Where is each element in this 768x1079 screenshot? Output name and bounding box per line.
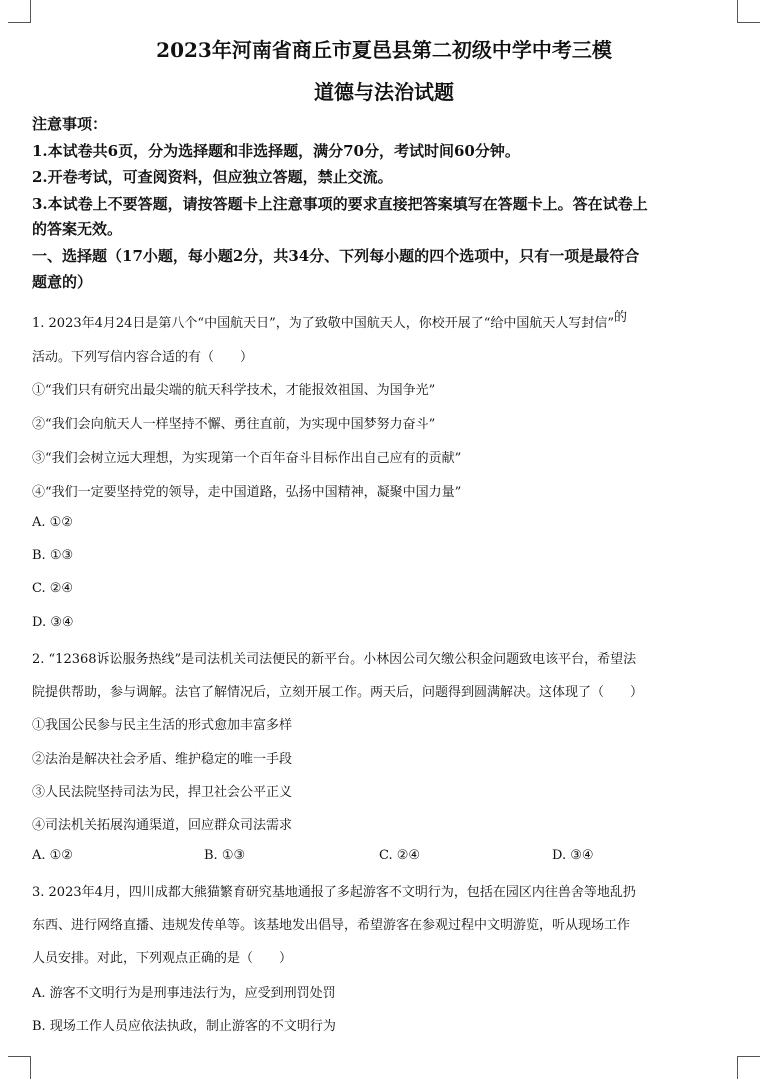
q2-statement: ③人民法院坚持司法为民，捍卫社会公平正义 [32,785,293,800]
q1-stem-tail: 的 [614,310,628,325]
notice-item: 2.开卷考试，可查阅资料，但应独立答题，禁止交流。 [32,168,393,186]
q1-stem-line2: 活动。下列写信内容合适的有（ ） [32,350,254,365]
crop-mark-bottom-right [737,1056,760,1079]
q3-stem-line1: 3. 2023年4月，四川成都大熊猫繁育研究基地通报了多起游客不文明行为，包括在园区内往兽舍等地乱扔 [32,885,636,900]
q2-statement: ①我国公民参与民主生活的形式愈加丰富多样 [32,718,293,733]
q2-option-d[interactable]: D. ③④ [552,848,594,863]
q1-stem: 1. 2023年4月24日是第八个“中国航天日”，为了致敬中国航天人，你校开展了“给中国航天人写封信” [32,316,615,331]
q2-stem-line1: 2. “12368诉讼服务热线”是司法机关司法便民的新平台。小林因公司欠缴公积金问题致电该平台，希望法 [32,652,637,667]
section-heading-cont: 题意的） [32,273,93,291]
q2-option-c[interactable]: C. ②④ [379,848,421,863]
crop-mark-top-left [8,0,31,23]
q3-stem-line3: 人员安排。对此，下列观点正确的是（ ） [32,951,293,966]
q1-option-a[interactable]: A. ①② [32,515,73,530]
q1-statement: ②“我们会向航天人一样坚持不懈、勇往直前，为实现中国梦努力奋斗” [32,417,436,432]
notice-item: 3.本试卷上不要答题，请按答题卡上注意事项的要求直接把答案填写在答题卡上。答在试卷上 [32,195,648,213]
q3-option-b[interactable]: B. 现场工作人员应依法执政，制止游客的不文明行为 [32,1019,336,1034]
q2-statement: ④司法机关拓展沟通渠道，回应群众司法需求 [32,818,293,833]
section-heading: 一、选择题（17小题，每小题2分，共34分、下列每小题的四个选项中，只有一项是最符合 [32,247,640,265]
q2-statement: ②法治是解决社会矛盾、维护稳定的唯一手段 [32,752,293,767]
q1-option-c[interactable]: C. ②④ [32,581,74,596]
q1-statement: ④“我们一定要坚持党的领导，走中国道路，弘扬中国精神，凝聚中国力量” [32,485,462,500]
crop-mark-bottom-left [8,1056,31,1079]
q2-options [32,848,732,866]
notice-item: 1.本试卷共6页，分为选择题和非选择题，满分70分，考试时间60分钟。 [32,142,520,160]
notice-item: 的答案无效。 [32,220,123,238]
q3-option-a[interactable]: A. 游客不文明行为是刑事违法行为，应受到刑罚处罚 [32,986,336,1001]
q2-stem-line2: 院提供帮助，参与调解。法官了解情况后，立刻开展工作。两天后，问题得到圆满解决。这体现了（ ） [32,685,644,700]
exam-subtitle: 道德与法治试题 [314,80,454,104]
q1-stem-line1 [32,312,732,331]
q1-statement: ①“我们只有研究出最尖端的航天科学技术，才能报效祖国、为国争光” [32,383,436,398]
notice-heading: 注意事项： [32,115,108,133]
q1-option-b[interactable]: B. ①③ [32,548,74,563]
q1-option-d[interactable]: D. ③④ [32,615,74,630]
q3-stem-line2: 东西、进行网络直播、违规发传单等。该基地发出倡导，希望游客在参观过程中文明游览，听从现场工作 [32,918,631,933]
q2-option-a[interactable]: A. ①② [32,848,73,863]
crop-mark-top-right [737,0,760,23]
exam-title: 2023年河南省商丘市夏邑县第二初级中学中考三模 [156,38,612,62]
q1-statement: ③“我们会树立远大理想，为实现第一个百年奋斗目标作出自己应有的贡献” [32,451,462,466]
q2-option-b[interactable]: B. ①③ [204,848,246,863]
